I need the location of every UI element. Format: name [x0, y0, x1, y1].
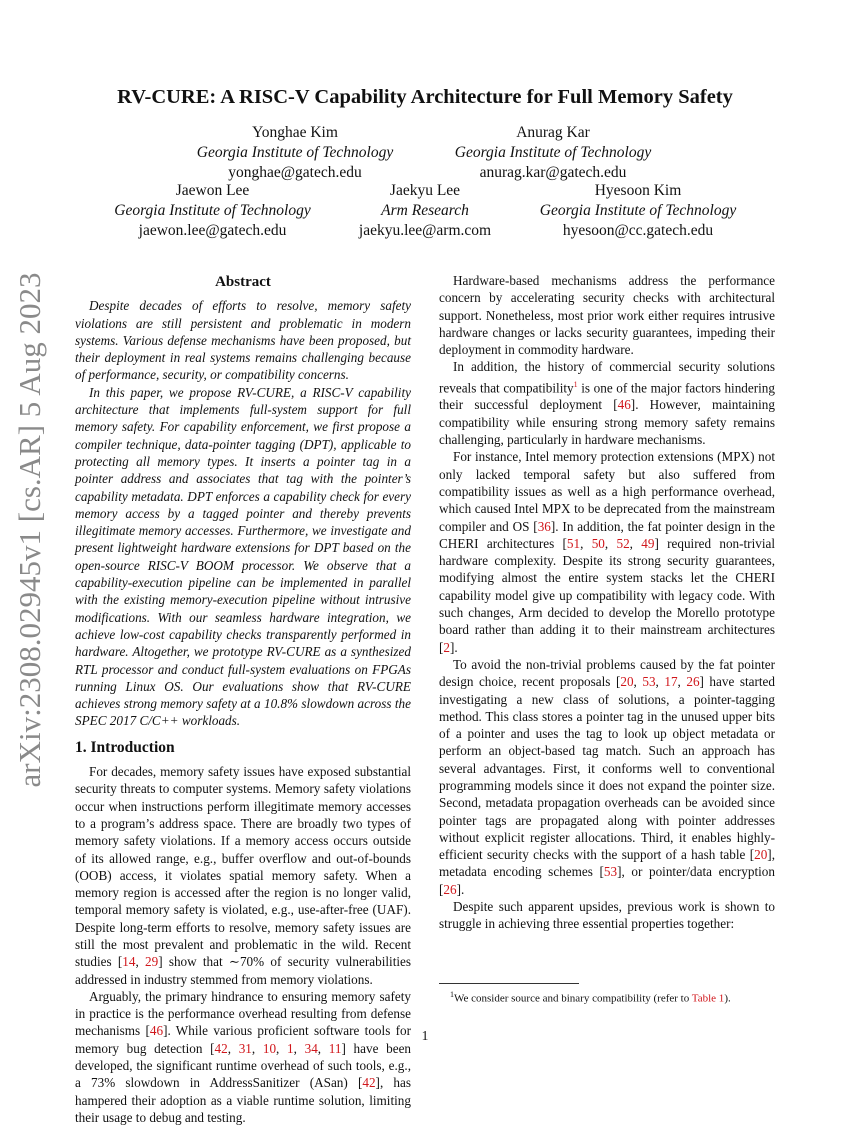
author-name: Yonghae Kim: [252, 124, 338, 141]
citation-link[interactable]: 26: [686, 674, 700, 690]
author-name: Jaewon Lee: [175, 182, 250, 199]
citation-link[interactable]: 36: [537, 518, 551, 534]
intro-paragraph: To avoid the non-trivial problems caused by the fat pointer design choice, recent proposals [20, 53, 17, 26] have started investigating a new class of solutions, a pointer-tagging method. This class stores a pointer tag in the unused upper bits of a pointer and uses the tag to look up object metadata or perform an object-based tag match. Such an approach has several advantages. First, it conforms well to conventional programming models since it does not expand the pointer size. Second, metadata propagation overheads can be avoided since pointer tags are propagated along with pointer addresses without explicit register allocations. Third, it enables highly-efficient security checks with the support of a hash table [20], metadata encoding schemes [53], or pointer/data encryption [26].: [439, 656, 775, 897]
intro-paragraph: Arguably, the primary hindrance to ensuring memory safety in practice is the performance overhead resulting from defense mechanisms [46]. While various proficient software tools for memory bug detection [42, 31, 10, 1, 34, 11] have been developed, the significant runtime overhead of such tools, e.g., a 73% slowdown in AddressSanitizer (ASan) [42], has hampered their adoption as a viable runtime solution, limiting their usage to debug and testing.: [75, 988, 412, 1125]
citation-link[interactable]: 51: [566, 535, 581, 551]
citation-link[interactable]: 31: [238, 1040, 252, 1056]
author-name: Hyesoon Kim: [594, 182, 682, 199]
citation-link[interactable]: 29: [145, 954, 159, 970]
author-block: [533, 181, 743, 241]
section-heading: 1. Introduction: [75, 738, 175, 756]
author-email: anurag.kar@gatech.edu: [479, 164, 627, 181]
intro-paragraph: Despite such apparent upsides, previous work is shown to struggle in achieving three essential properties together:: [439, 899, 775, 932]
author-block: [195, 123, 395, 183]
table-reference-link[interactable]: Table 1: [691, 992, 725, 1005]
author-block: [355, 181, 495, 241]
page-number: 1: [421, 1028, 429, 1043]
citation-link[interactable]: 34: [304, 1040, 318, 1056]
right-column: [439, 272, 775, 933]
citation-link[interactable]: 26: [443, 881, 457, 897]
citation-link[interactable]: 53: [642, 674, 656, 690]
citation-link[interactable]: 50: [591, 535, 605, 551]
author-email: yonghae@gatech.edu: [228, 164, 362, 181]
citation-link[interactable]: 52: [616, 535, 630, 551]
footnote: $^1$We consider source and binary compatibility (refer to Table 1).: [450, 990, 731, 1005]
footnote-marker[interactable]: 1: [573, 379, 578, 389]
author-name: Jaekyu Lee: [389, 182, 461, 199]
citation-link[interactable]: 1: [287, 1040, 294, 1056]
citation-link[interactable]: 42: [214, 1040, 228, 1056]
citation-link[interactable]: 49: [641, 535, 655, 551]
arxiv-sidebar: [0, 0, 60, 1100]
arxiv-identifier: arXiv:2308.02945v1 [cs.AR] 5 Aug 2023: [12, 272, 47, 788]
abstract-paragraph: Despite decades of efforts to resolve, memory safety violations are still persistent and problematic in modern systems. Various defense mechanisms have been proposed, but their deployment in real systems remains challenging because of performance, security, or compatibility concerns.: [75, 298, 411, 383]
citation-link[interactable]: 53: [603, 864, 618, 880]
citation-link[interactable]: 42: [362, 1075, 376, 1091]
abstract-paragraph: In this paper, we propose RV-CURE, a RISC-V capability architecture that implements full-system support for full memory safety. For capability enforcement, we first propose a compiler technique, data-pointer tagging (DPT), applicable to protecting all memory types. It inserts a pointer tag in a pointer address and associates that tag with the pointer’s capability metadata. DPT enforces a capability check for every memory access by a tagged pointer and thereby prevents illegitimate memory accesses. Furthermore, we investigate and present lightweight hardware extensions for DPT based on the open-source RISC-V BOOM processor. We observe that a capability-execution pipeline can be implemented in parallel with the existing memory-execution pipeline without intrusive modifications. With our seamless hardware integration, we achieve low-cost capability checks transparently performed in hardware. Altogether, we prototype RV-CURE as a synthesized RTL processor and conduct full-system evaluations on FPGAs running Linux OS. Our evaluations show that RV-CURE achieves strong memory safety at a 10.8% slowdown across the SPEC 2017 C/C++ workloads.: [75, 384, 411, 729]
intro-paragraph: For instance, Intel memory protection extensions (MPX) not only lacked temporal safety but also suffered from compatibility issues as well as a high performance overhead, which caused Intel MPX to be deprecated from the mainstream compiler and OS [36]. In addition, the fat pointer design in the CHERI architectures [51, 50, 52, 49] required non-trivial hardware complexity. Despite its strong security guarantees, modifying almost the entire system stacks let the CHERI capability model give up compatibility with legacy code. With such changes, Arm decided to develop the Morello prototype board rather than adding it to their mainstream architectures [2].: [439, 449, 776, 655]
author-block: [448, 123, 658, 183]
author-email: jaewon.lee@gatech.edu: [138, 222, 287, 239]
intro-paragraph: In addition, the history of commercial security solutions reveals that compatibility$^1$ is one of the major factors hindering their successful deployment [46]. However, maintaining compatibility while ensuring strong memory safety remains challenging, particularly in hardware mechanisms.: [439, 359, 775, 448]
footnote-divider: [439, 983, 579, 984]
author-affiliation: Georgia Institute of Technology: [539, 202, 737, 219]
author-name: Anurag Kar: [516, 124, 590, 141]
left-column: [75, 270, 411, 1126]
author-email: hyesoon@cc.gatech.edu: [562, 222, 714, 239]
citation-link[interactable]: 46: [149, 1023, 164, 1039]
citation-link[interactable]: 17: [664, 674, 678, 690]
citation-link[interactable]: 20: [754, 847, 768, 863]
author-block: [110, 181, 315, 241]
citation-link[interactable]: 14: [122, 954, 136, 970]
author-affiliation: Georgia Institute of Technology: [196, 144, 394, 161]
intro-paragraph: For decades, memory safety issues have exposed substantial security threats to computer systems. Memory safety violations occur when instructions perform illegitimate memory accesses to a program’s address space. There are broadly two types of memory safety violations. If a memory access occurs outside of its allowed range, e.g., buffer overflow and out-of-bounds (OOB) access, it violates spatial memory safety. When a memory region is accessed after the region is no longer valid, temporal memory safety is violated, e.g., use-after-free (UAF). Despite long-term efforts to resolve, memory safety issues are still the most prevalent and problematic in the wild. Recent studies [14, 29] show that ∼70% of security vulnerabilities addressed in industry stemmed from memory violations.: [75, 764, 412, 987]
footnote-mark: 1: [450, 990, 454, 999]
citation-link[interactable]: 2: [443, 639, 450, 655]
author-affiliation: Georgia Institute of Technology: [114, 202, 311, 219]
citation-link[interactable]: 20: [620, 674, 634, 690]
author-email: jaekyu.lee@arm.com: [358, 222, 492, 239]
citation-link[interactable]: 46: [617, 397, 631, 413]
author-affiliation: Arm Research: [381, 202, 469, 219]
abstract-heading: Abstract: [215, 274, 271, 290]
citation-link[interactable]: 11: [328, 1040, 342, 1056]
author-affiliation: Georgia Institute of Technology: [454, 144, 652, 161]
intro-paragraph: Hardware-based mechanisms address the performance concern by accelerating security checks with architectural support. Nonetheless, most prior work either requires intrusive hardware changes or lacks security guarantees, impeding their deployment in commodity hardware.: [439, 273, 775, 358]
paper-title: RV-CURE: A RISC-V Capability Architecture for Full Memory Safety: [117, 86, 733, 108]
citation-link[interactable]: 10: [262, 1040, 277, 1056]
